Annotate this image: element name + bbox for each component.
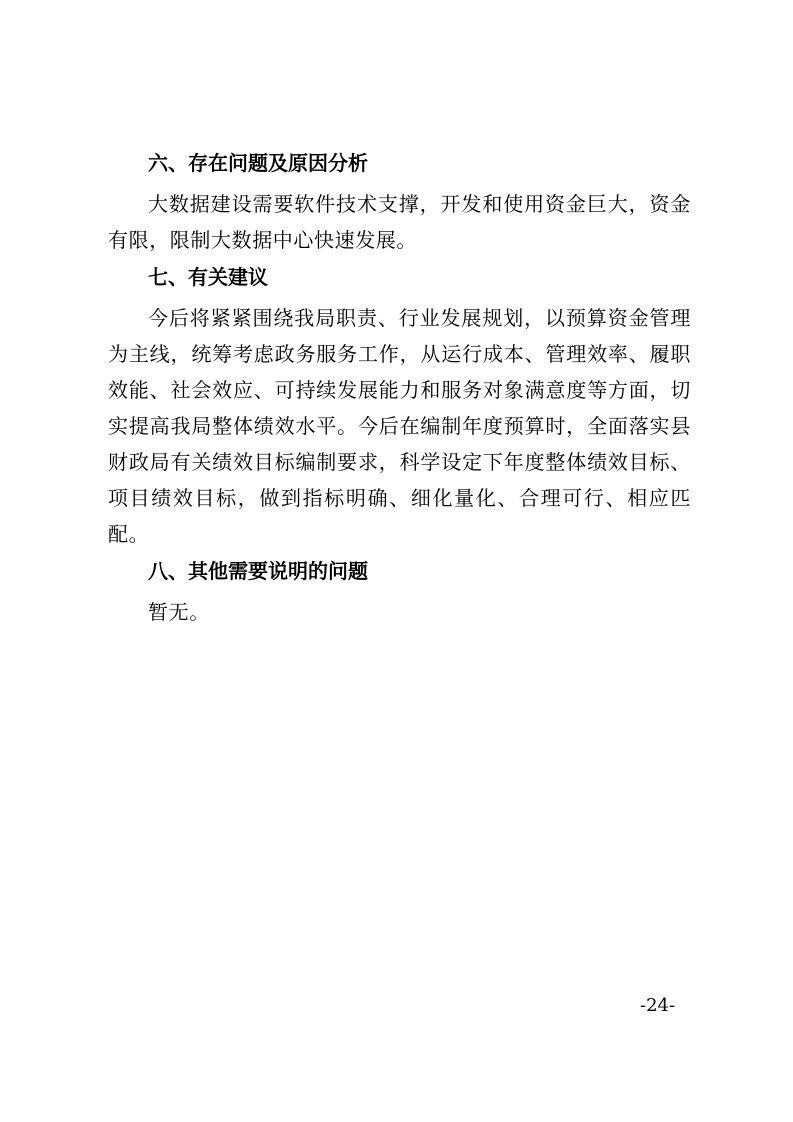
page-number: -24-	[640, 995, 676, 1016]
section-heading-other: 八、其他需要说明的问题	[148, 559, 368, 583]
document-body	[108, 150, 691, 636]
section-body-other: 暂无。	[148, 600, 210, 624]
section-heading-problems: 六、存在问题及原因分析	[148, 151, 368, 175]
section-body-problems: 大数据建设需要软件技术支撑，开发和使用资金巨大，资金有限，限制大数据中心快速发展。	[108, 192, 691, 252]
section-body-suggestions: 今后将紧紧围绕我局职责、行业发展规划，以预算资金管理为主线，统筹考虑政务服务工作，从运行成本、管理效率、履职效能、社会效应、可持续发展能力和服务对象满意度等方面，切实提高我局整体绩效水平。今后在编制年度预算时，全面落实县财政局有关绩效目标编制要求，科学设定下年度整体绩效目标、项目绩效目标，做到指标明确、细化量化、合理可行、相应匹配。	[108, 306, 691, 546]
section-heading-suggestions: 七、有关建议	[148, 265, 268, 289]
